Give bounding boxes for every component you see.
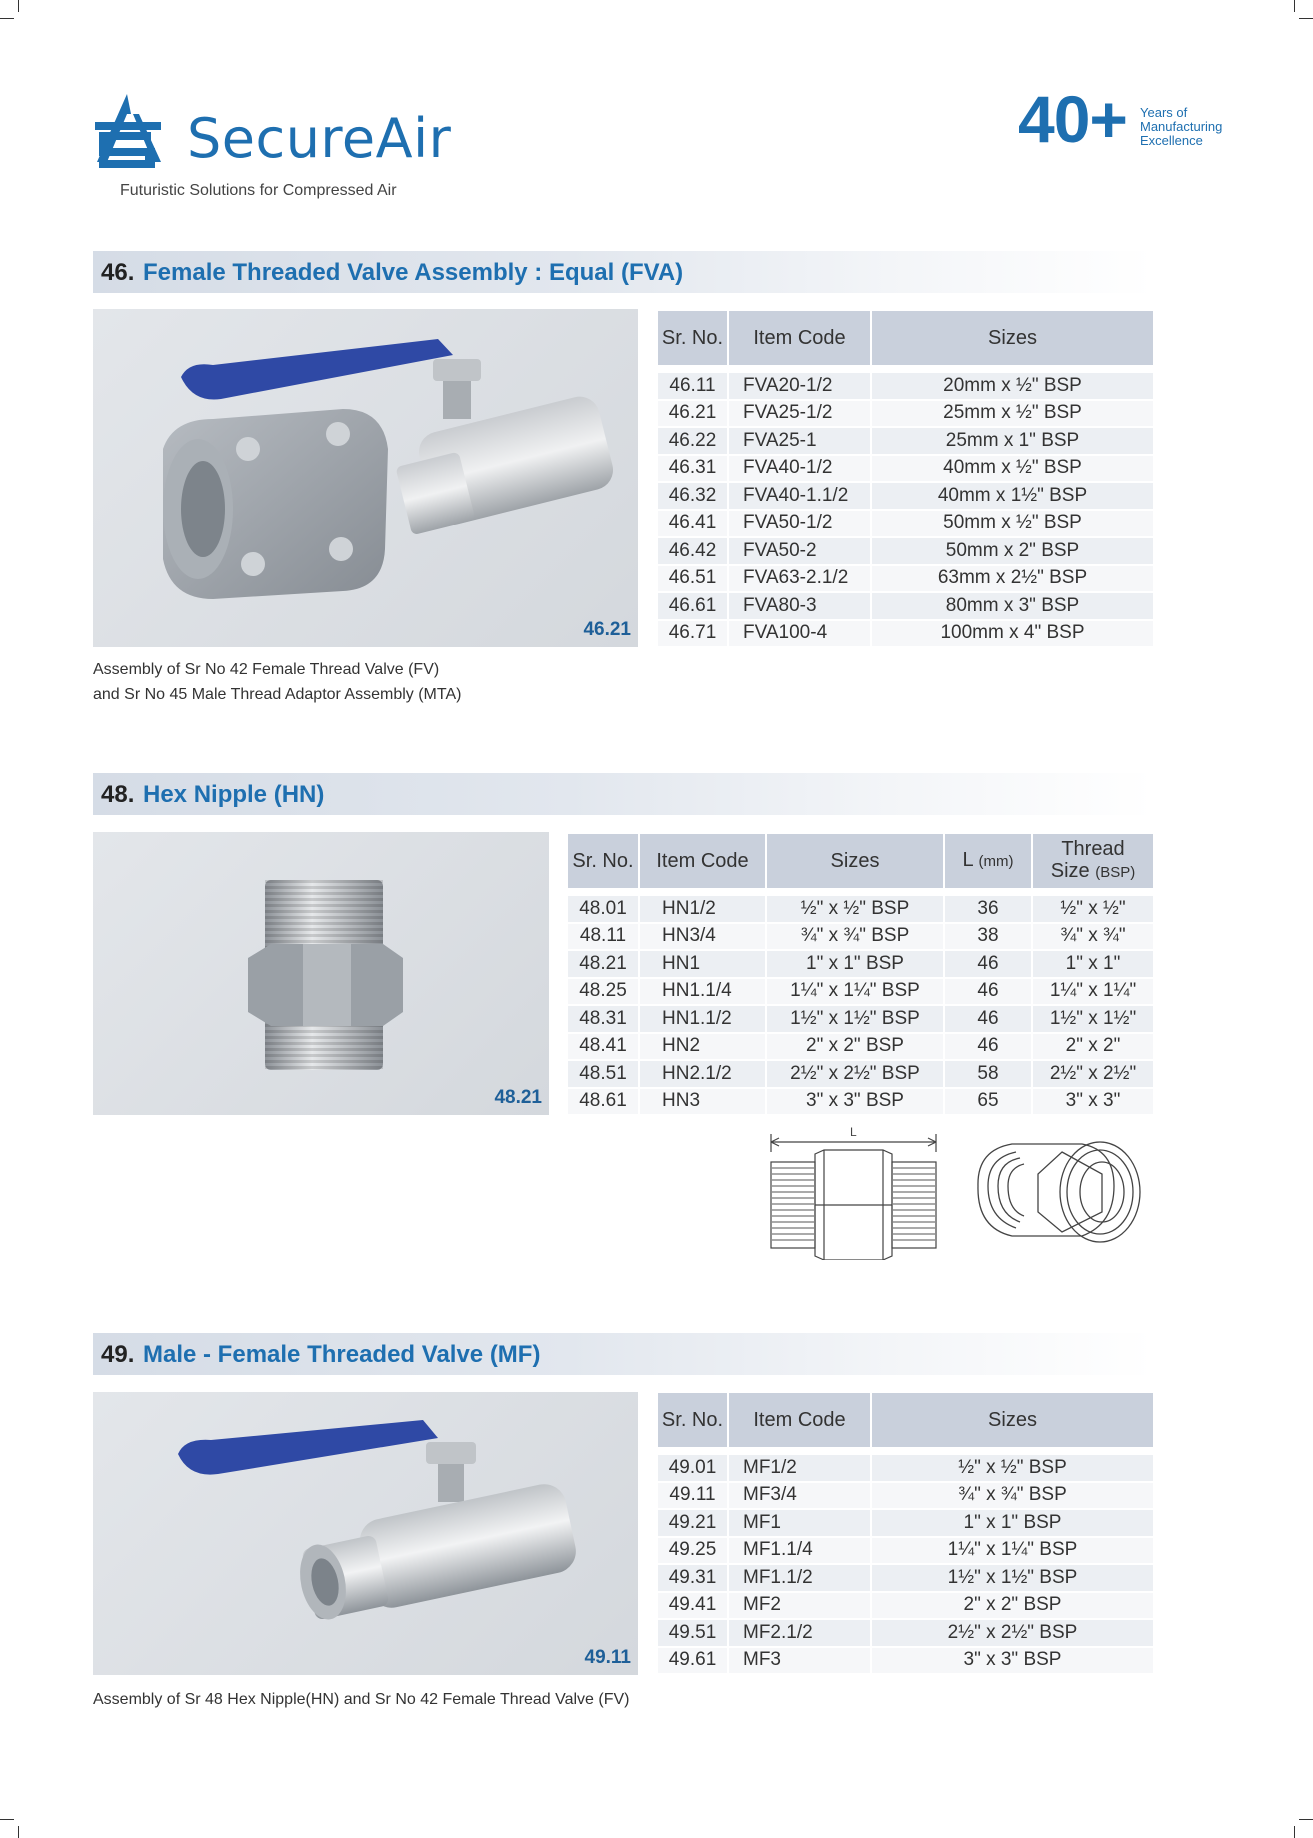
table-cell: 2½" x 2½" BSP (767, 1061, 945, 1089)
photo-item-code: 46.21 (583, 619, 631, 640)
table-row (658, 1538, 1153, 1566)
table-cell: MF1.1/4 (729, 1538, 872, 1566)
table-header-row (658, 311, 1153, 365)
crop-mark (1299, 18, 1313, 19)
table-cell: 63mm x 2½" BSP (872, 566, 1153, 594)
table-cell: 46.61 (658, 593, 729, 621)
table-cell: 49.41 (658, 1593, 729, 1621)
crop-mark (0, 18, 14, 19)
table-cell: ½" x ½" BSP (872, 1455, 1153, 1483)
table-cell: HN1 (640, 951, 767, 979)
section-caption: Assembly of Sr 48 Hex Nipple(HN) and Sr No 42 Female Thread Valve (FV) (93, 1691, 630, 1708)
crop-mark (1294, 1826, 1295, 1838)
table-cell: 48.01 (568, 896, 640, 924)
table-cell: FVA20-1/2 (729, 373, 872, 401)
table-cell: ¾" x ¾" (1033, 924, 1153, 952)
table-row (658, 538, 1153, 566)
table-cell: 3" x 3" BSP (767, 1089, 945, 1117)
table-cell: 2" x 2" (1033, 1034, 1153, 1062)
section-title: Hex Nipple (HN) (143, 781, 325, 808)
table-row (568, 1089, 1153, 1117)
table-cell: FVA50-1/2 (729, 511, 872, 539)
product-photo-hex-nipple (93, 832, 549, 1115)
table-row (568, 896, 1153, 924)
table-cell: HN1.1/2 (640, 1006, 767, 1034)
table-cell: MF2.1/2 (729, 1620, 872, 1648)
table-cell: 25mm x 1" BSP (872, 428, 1153, 456)
section-title: Male - Female Threaded Valve (MF) (143, 1341, 541, 1368)
table-cell: FVA40-1.1/2 (729, 483, 872, 511)
table-cell: 58 (945, 1061, 1033, 1089)
section-heading-49 (93, 1333, 1153, 1375)
table-cell: 40mm x 1½" BSP (872, 483, 1153, 511)
header-item-code: Item Code (729, 1393, 872, 1447)
fva-size-table (658, 311, 1153, 648)
table-header-row (658, 1393, 1153, 1447)
table-cell: FVA50-2 (729, 538, 872, 566)
table-row (658, 428, 1153, 456)
dimension-label: L (850, 1125, 857, 1139)
table-cell: 48.21 (568, 951, 640, 979)
hn-size-table (568, 834, 1153, 1116)
table-row (658, 1455, 1153, 1483)
table-cell: 46.21 (658, 401, 729, 429)
ball-valve-with-clamp-adaptor-icon (93, 309, 638, 647)
table-cell: 1" x 1" (1033, 951, 1153, 979)
table-row (658, 1510, 1153, 1538)
table-cell: HN1.1/4 (640, 979, 767, 1007)
table-cell: ¾" x ¾" BSP (872, 1483, 1153, 1511)
table-cell: 46 (945, 1006, 1033, 1034)
table-cell: 49.25 (658, 1538, 729, 1566)
table-row (568, 1061, 1153, 1089)
table-cell: 3" x 3" (1033, 1089, 1153, 1117)
table-row (658, 566, 1153, 594)
product-photo-mf-valve (93, 1392, 638, 1675)
table-cell: ½" x ½" (1033, 896, 1153, 924)
male-female-ball-valve-icon (93, 1392, 638, 1675)
crop-mark (18, 1826, 19, 1838)
table-cell: 1" x 1" BSP (767, 951, 945, 979)
table-cell: 48.61 (568, 1089, 640, 1117)
table-cell: 1½" x 1½" BSP (767, 1006, 945, 1034)
table-cell: 46.51 (658, 566, 729, 594)
table-cell: 46.31 (658, 456, 729, 484)
years-badge-text: Years of Manufacturing Excellence (1140, 105, 1223, 148)
table-cell: ¾" x ¾" BSP (767, 924, 945, 952)
table-cell: 2½" x 2½" (1033, 1061, 1153, 1089)
table-row (568, 979, 1153, 1007)
table-cell: 48.11 (568, 924, 640, 952)
section-number: 49. (101, 1341, 135, 1368)
table-cell: 1" x 1" BSP (872, 1510, 1153, 1538)
header-thread-size: Thread Size (BSP) (1033, 834, 1153, 888)
table-cell: 48.25 (568, 979, 640, 1007)
table-row (658, 1593, 1153, 1621)
table-cell: FVA25-1/2 (729, 401, 872, 429)
header-sizes: Sizes (872, 1393, 1153, 1447)
crop-mark (1299, 1819, 1313, 1820)
table-row (568, 1034, 1153, 1062)
table-cell: 1½" x 1½" (1033, 1006, 1153, 1034)
header-item-code: Item Code (729, 311, 872, 365)
table-row (568, 924, 1153, 952)
table-cell: 40mm x ½" BSP (872, 456, 1153, 484)
table-cell: HN3 (640, 1089, 767, 1117)
table-cell: 1¼" x 1¼" BSP (767, 979, 945, 1007)
section-heading-48 (93, 773, 1153, 815)
header-sr-no: Sr. No. (658, 311, 729, 365)
table-cell: FVA25-1 (729, 428, 872, 456)
table-cell: 20mm x ½" BSP (872, 373, 1153, 401)
header-sr-no: Sr. No. (568, 834, 640, 888)
header-sr-no: Sr. No. (658, 1393, 729, 1447)
section-caption: Assembly of Sr No 42 Female Thread Valve (FV) and Sr No 45 Male Thread Adaptor Assembly (MTA) (93, 661, 462, 703)
table-row (658, 456, 1153, 484)
mf-size-table (658, 1393, 1153, 1675)
table-cell: MF3/4 (729, 1483, 872, 1511)
table-cell: HN1/2 (640, 896, 767, 924)
table-cell: 65 (945, 1089, 1033, 1117)
table-row (658, 483, 1153, 511)
table-cell: 48.31 (568, 1006, 640, 1034)
table-cell: 50mm x 2" BSP (872, 538, 1153, 566)
table-row (568, 951, 1153, 979)
table-cell: 50mm x ½" BSP (872, 511, 1153, 539)
table-row (568, 1006, 1153, 1034)
table-row (658, 1483, 1153, 1511)
section-title: Female Threaded Valve Assembly : Equal (FVA) (143, 259, 684, 286)
table-cell: 46 (945, 1034, 1033, 1062)
table-cell: MF1/2 (729, 1455, 872, 1483)
table-cell: 46 (945, 951, 1033, 979)
table-cell: MF1.1/2 (729, 1565, 872, 1593)
table-cell: 1¼" x 1¼" (1033, 979, 1153, 1007)
table-cell: 100mm x 4" BSP (872, 621, 1153, 649)
table-cell: FVA40-1/2 (729, 456, 872, 484)
table-row (658, 1648, 1153, 1676)
table-cell: FVA80-3 (729, 593, 872, 621)
table-cell: 46.22 (658, 428, 729, 456)
hex-nipple-dimension-drawing-icon (762, 1124, 1162, 1260)
table-row (658, 373, 1153, 401)
table-cell: 2" x 2" BSP (872, 1593, 1153, 1621)
table-row (658, 621, 1153, 649)
table-row (658, 1565, 1153, 1593)
photo-item-code: 48.21 (494, 1087, 542, 1108)
brand-name: SecureAir (187, 107, 452, 170)
table-cell: 49.51 (658, 1620, 729, 1648)
header-sizes: Sizes (767, 834, 945, 888)
photo-item-code: 49.11 (584, 1647, 631, 1668)
table-cell: 48.41 (568, 1034, 640, 1062)
table-cell: 49.11 (658, 1483, 729, 1511)
table-cell: FVA63-2.1/2 (729, 566, 872, 594)
table-cell: 38 (945, 924, 1033, 952)
table-cell: 49.01 (658, 1455, 729, 1483)
table-cell: 49.31 (658, 1565, 729, 1593)
table-cell: 1¼" x 1¼" BSP (872, 1538, 1153, 1566)
table-cell: HN2.1/2 (640, 1061, 767, 1089)
table-cell: HN3/4 (640, 924, 767, 952)
table-cell: 2½" x 2½" BSP (872, 1620, 1153, 1648)
table-cell: 46.11 (658, 373, 729, 401)
table-cell: 1½" x 1½" BSP (872, 1565, 1153, 1593)
table-cell: 46.41 (658, 511, 729, 539)
table-cell: 36 (945, 896, 1033, 924)
table-cell: ½" x ½" BSP (767, 896, 945, 924)
table-cell: 46 (945, 979, 1033, 1007)
table-cell: MF3 (729, 1648, 872, 1676)
product-photo-fva (93, 309, 638, 647)
table-cell: 80mm x 3" BSP (872, 593, 1153, 621)
table-cell: 46.42 (658, 538, 729, 566)
crop-mark (0, 1819, 14, 1820)
hex-nipple-icon (93, 832, 549, 1115)
section-heading-46 (93, 251, 1153, 293)
table-row (658, 511, 1153, 539)
table-cell: MF1 (729, 1510, 872, 1538)
table-cell: 49.21 (658, 1510, 729, 1538)
header-sizes: Sizes (872, 311, 1153, 365)
section-number: 48. (101, 781, 135, 808)
section-number: 46. (101, 259, 135, 286)
table-cell: 46.32 (658, 483, 729, 511)
table-cell: 46.71 (658, 621, 729, 649)
table-cell: 49.61 (658, 1648, 729, 1676)
table-header-row (568, 834, 1153, 888)
crop-mark (18, 0, 19, 12)
table-row (658, 1620, 1153, 1648)
table-cell: MF2 (729, 1593, 872, 1621)
table-cell: 48.51 (568, 1061, 640, 1089)
table-cell: HN2 (640, 1034, 767, 1062)
table-row (658, 401, 1153, 429)
header-length: L (mm) (945, 834, 1033, 888)
header-item-code: Item Code (640, 834, 767, 888)
tagline: Futuristic Solutions for Compressed Air (120, 182, 397, 199)
table-row (658, 593, 1153, 621)
securair-logo-icon (93, 92, 165, 172)
table-cell: FVA100-4 (729, 621, 872, 649)
crop-mark (1294, 0, 1295, 12)
table-cell: 2" x 2" BSP (767, 1034, 945, 1062)
table-cell: 25mm x ½" BSP (872, 401, 1153, 429)
years-badge-number: 40+ (1018, 82, 1127, 156)
table-cell: 3" x 3" BSP (872, 1648, 1153, 1676)
